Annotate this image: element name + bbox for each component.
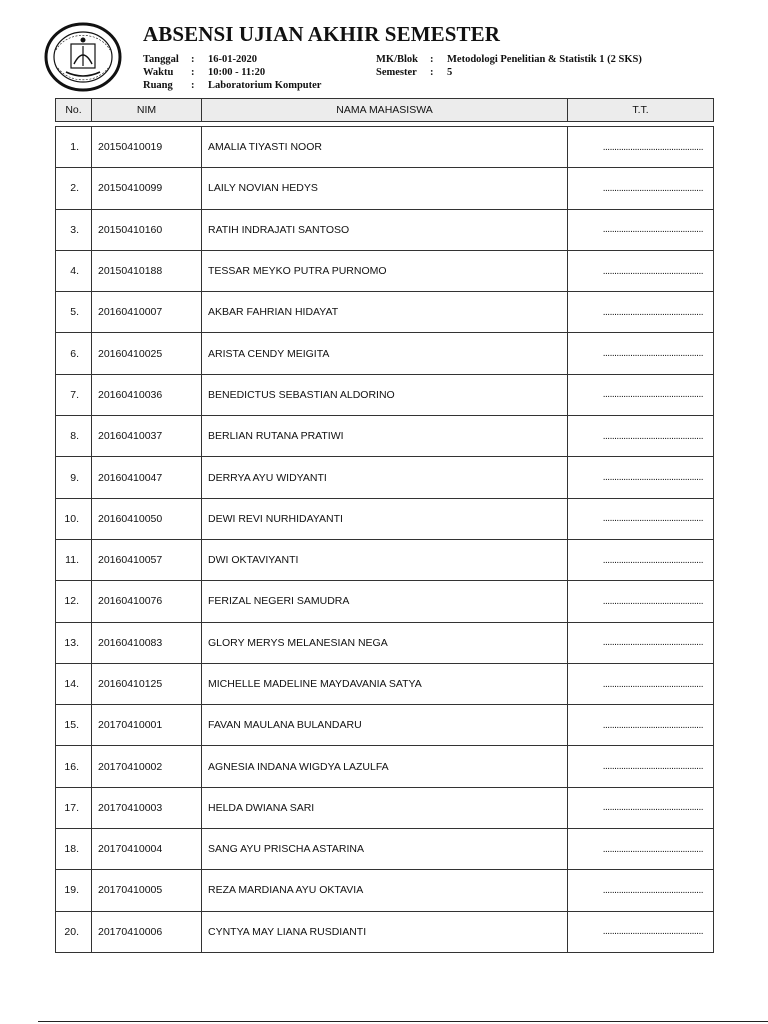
table-row xyxy=(56,333,714,374)
signature-line: ............................................ xyxy=(568,870,714,911)
student-id: 20160410036 xyxy=(92,374,202,415)
table-row xyxy=(56,870,714,911)
table-row xyxy=(56,581,714,622)
student-name: FERIZAL NEGERI SAMUDRA xyxy=(202,581,568,622)
row-number: 16. xyxy=(56,746,92,787)
separator: : xyxy=(191,67,195,78)
row-number: 12. xyxy=(56,581,92,622)
signature-line: ............................................ xyxy=(568,746,714,787)
row-number: 1. xyxy=(56,127,92,168)
semester-row xyxy=(376,66,642,79)
signature-line: ............................................ xyxy=(568,705,714,746)
signature-line: ............................................ xyxy=(568,457,714,498)
student-name: SANG AYU PRISCHA ASTARINA xyxy=(202,829,568,870)
signature-line: ............................................ xyxy=(568,539,714,580)
signature-line: ............................................ xyxy=(568,416,714,457)
time-row xyxy=(143,66,321,79)
student-id: 20150410188 xyxy=(92,250,202,291)
course-value: Metodologi Penelitian & Statistik 1 (2 SKS) xyxy=(447,54,642,65)
row-number: 20. xyxy=(56,911,92,952)
column-header-no: No. xyxy=(56,99,92,122)
signature-line: ............................................ xyxy=(568,911,714,952)
row-number: 8. xyxy=(56,416,92,457)
attendance-table-header xyxy=(55,98,714,122)
student-id: 20160410076 xyxy=(92,581,202,622)
student-id: 20170410006 xyxy=(92,911,202,952)
column-header-signature: T.T. xyxy=(568,99,714,122)
student-name: MICHELLE MADELINE MAYDAVANIA SATYA xyxy=(202,663,568,704)
row-number: 5. xyxy=(56,292,92,333)
student-id: 20160410037 xyxy=(92,416,202,457)
row-number: 15. xyxy=(56,705,92,746)
signature-line: ............................................ xyxy=(568,209,714,250)
table-row xyxy=(56,374,714,415)
time-value: 10:00 - 11:20 xyxy=(208,67,266,78)
row-number: 14. xyxy=(56,663,92,704)
student-name: BENEDICTUS SEBASTIAN ALDORINO xyxy=(202,374,568,415)
student-name: GLORY MERYS MELANESIAN NEGA xyxy=(202,622,568,663)
student-id: 20150410019 xyxy=(92,127,202,168)
room-value: Laboratorium Komputer xyxy=(208,80,322,91)
student-id: 20160410125 xyxy=(92,663,202,704)
signature-line: ............................................ xyxy=(568,663,714,704)
date-label: Tanggal xyxy=(143,54,179,65)
separator: : xyxy=(430,54,434,65)
student-name: DERRYA AYU WIDYANTI xyxy=(202,457,568,498)
exam-info-left xyxy=(143,53,321,92)
row-number: 3. xyxy=(56,209,92,250)
signature-line: ............................................ xyxy=(568,333,714,374)
column-header-name: NAMA MAHASISWA xyxy=(202,99,568,122)
semester-value: 5 xyxy=(447,67,453,78)
student-id: 20170410004 xyxy=(92,829,202,870)
signature-line: ............................................ xyxy=(568,581,714,622)
attendance-table xyxy=(55,126,714,953)
student-name: DWI OKTAVIYANTI xyxy=(202,539,568,580)
time-label: Waktu xyxy=(143,67,174,78)
table-row xyxy=(56,911,714,952)
row-number: 9. xyxy=(56,457,92,498)
row-number: 17. xyxy=(56,787,92,828)
table-row xyxy=(56,416,714,457)
row-number: 18. xyxy=(56,829,92,870)
table-row xyxy=(56,127,714,168)
table-row xyxy=(56,457,714,498)
table-row xyxy=(56,168,714,209)
signature-line: ............................................ xyxy=(568,127,714,168)
student-id: 20160410047 xyxy=(92,457,202,498)
signature-line: ............................................ xyxy=(568,292,714,333)
row-number: 7. xyxy=(56,374,92,415)
student-name: AGNESIA INDANA WIGDYA LAZULFA xyxy=(202,746,568,787)
student-id: 20170410002 xyxy=(92,746,202,787)
student-id: 20170410001 xyxy=(92,705,202,746)
student-id: 20150410099 xyxy=(92,168,202,209)
footer-divider xyxy=(38,1021,768,1022)
student-name: RATIH INDRAJATI SANTOSO xyxy=(202,209,568,250)
column-header-nim: NIM xyxy=(92,99,202,122)
student-id: 20160410057 xyxy=(92,539,202,580)
student-id: 20150410160 xyxy=(92,209,202,250)
student-name: AKBAR FAHRIAN HIDAYAT xyxy=(202,292,568,333)
row-number: 2. xyxy=(56,168,92,209)
signature-line: ............................................ xyxy=(568,374,714,415)
student-name: FAVAN MAULANA BULANDARU xyxy=(202,705,568,746)
student-name: REZA MARDIANA AYU OKTAVIA xyxy=(202,870,568,911)
student-name: LAILY NOVIAN HEDYS xyxy=(202,168,568,209)
table-row xyxy=(56,622,714,663)
room-label: Ruang xyxy=(143,80,173,91)
student-id: 20170410005 xyxy=(92,870,202,911)
table-row xyxy=(56,498,714,539)
separator: : xyxy=(191,80,195,91)
separator: : xyxy=(430,67,434,78)
date-row xyxy=(143,53,321,66)
table-row xyxy=(56,663,714,704)
date-value: 16-01-2020 xyxy=(208,54,257,65)
student-name: AMALIA TIYASTI NOOR xyxy=(202,127,568,168)
signature-line: ............................................ xyxy=(568,498,714,539)
row-number: 10. xyxy=(56,498,92,539)
student-name: TESSAR MEYKO PUTRA PURNOMO xyxy=(202,250,568,291)
course-row xyxy=(376,53,642,66)
table-row xyxy=(56,250,714,291)
separator: : xyxy=(191,54,195,65)
table-row xyxy=(56,292,714,333)
student-id: 20160410083 xyxy=(92,622,202,663)
row-number: 4. xyxy=(56,250,92,291)
student-name: HELDA DWIANA SARI xyxy=(202,787,568,828)
student-id: 20170410003 xyxy=(92,787,202,828)
row-number: 6. xyxy=(56,333,92,374)
semester-label: Semester xyxy=(376,67,417,78)
table-row xyxy=(56,829,714,870)
row-number: 13. xyxy=(56,622,92,663)
table-row xyxy=(56,209,714,250)
signature-line: ............................................ xyxy=(568,787,714,828)
room-row xyxy=(143,79,321,92)
attendance-rows xyxy=(56,127,714,953)
student-name: ARISTA CENDY MEIGITA xyxy=(202,333,568,374)
document-title: ABSENSI UJIAN AKHIR SEMESTER xyxy=(143,22,500,46)
student-id: 20160410050 xyxy=(92,498,202,539)
signature-line: ............................................ xyxy=(568,250,714,291)
student-name: CYNTYA MAY LIANA RUSDIANTI xyxy=(202,911,568,952)
table-row xyxy=(56,539,714,580)
header-row xyxy=(56,99,714,122)
student-id: 20160410007 xyxy=(92,292,202,333)
exam-info-right xyxy=(376,53,642,79)
signature-line: ............................................ xyxy=(568,168,714,209)
table-row xyxy=(56,705,714,746)
signature-line: ............................................ xyxy=(568,622,714,663)
student-name: DEWI REVI NURHIDAYANTI xyxy=(202,498,568,539)
table-row xyxy=(56,746,714,787)
signature-line: ............................................ xyxy=(568,829,714,870)
row-number: 19. xyxy=(56,870,92,911)
table-row xyxy=(56,787,714,828)
row-number: 11. xyxy=(56,539,92,580)
course-label: MK/Blok xyxy=(376,54,419,65)
student-id: 20160410025 xyxy=(92,333,202,374)
university-logo xyxy=(44,22,122,92)
student-name: BERLIAN RUTANA PRATIWI xyxy=(202,416,568,457)
